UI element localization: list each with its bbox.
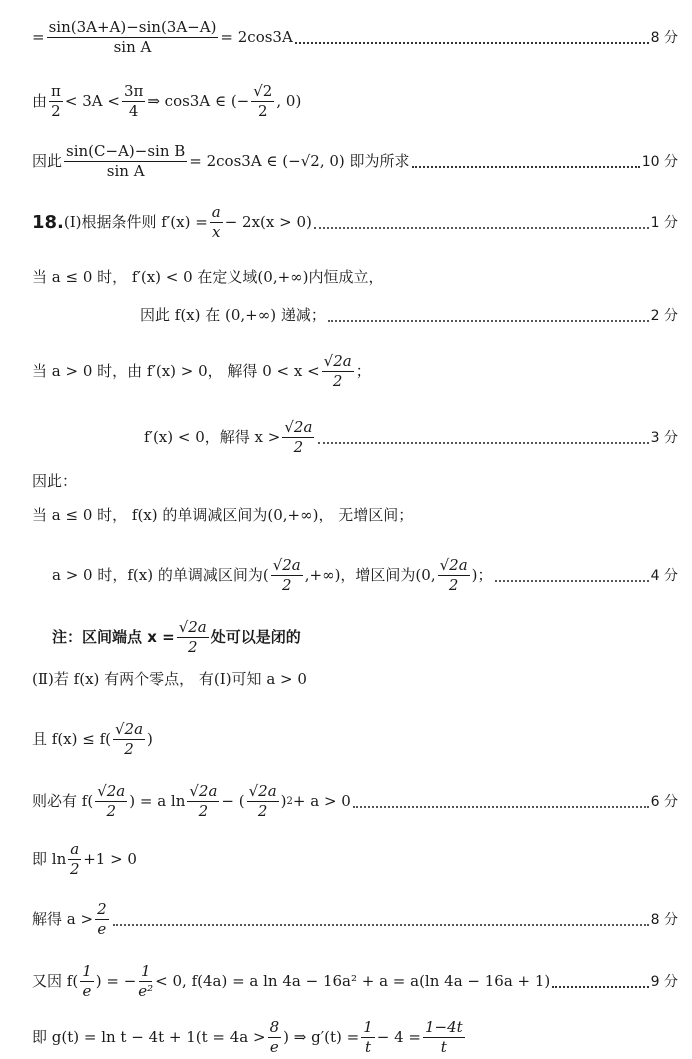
text: ) = a ln — [129, 792, 186, 810]
text: < 0, f(4a) = a ln 4a − 16a² + a = a(ln 4a − 16a + 1) — [155, 972, 551, 990]
text: )； — [471, 566, 493, 584]
solution-line-1 — [32, 20, 678, 55]
solution-line-2 — [32, 84, 678, 119]
leader-dots — [495, 580, 649, 582]
text: ) — [147, 730, 153, 748]
leader-dots — [412, 166, 640, 168]
solution-line-11 — [52, 558, 678, 593]
text: ) — [280, 792, 287, 810]
part-label: (Ⅰ) — [63, 213, 82, 231]
fraction: $\frac{\sin(3A+A)-\sin(3A-A)}{\text{sin A}}$ — [48, 18, 217, 56]
text: − ( — [221, 792, 245, 810]
solution-line-8 — [144, 420, 678, 455]
note-line — [52, 620, 678, 655]
text: 因此： — [32, 472, 78, 490]
score-label: 3 分 — [650, 429, 678, 446]
solution-line-17 — [32, 902, 678, 937]
fraction: $\frac{√2}{2}$ — [253, 82, 273, 120]
score-label: 10 分 — [641, 153, 678, 170]
text: − 4 = — [376, 1028, 421, 1046]
equals-sign: = — [32, 28, 45, 46]
fraction: $\frac{a}{2}$ — [69, 840, 80, 878]
exponent: 2 — [286, 795, 293, 807]
solution-line-13 — [32, 672, 678, 687]
fraction: $\frac{√2a}{2}$ — [284, 418, 313, 456]
fraction: $\frac{√2a}{2}$ — [178, 618, 207, 656]
note-text: 处可以是闭的 — [210, 628, 301, 646]
fraction: $\frac{8}{e}$ — [269, 1018, 280, 1056]
text: 当 a > 0 时，由 f′(x) > 0， 解得 0 < x < — [32, 362, 320, 380]
text: 当 a ≤ 0 时， f′(x) < 0 在定义域(0,+∞)内恒成立， — [32, 268, 384, 286]
score-label: 9 分 — [650, 973, 678, 990]
score-label: 6 分 — [650, 793, 678, 810]
text: 即 ln — [32, 850, 67, 868]
text: + a > 0 — [292, 792, 351, 810]
score-label: 8 分 — [650, 911, 678, 928]
score-label: 8 分 — [650, 29, 678, 46]
fraction: $\frac{√2a}{2}$ — [323, 352, 352, 390]
solution-line-5 — [32, 270, 678, 285]
fraction: $\frac{1}{t}$ — [363, 1018, 373, 1056]
text: +1 > 0 — [83, 850, 137, 868]
leader-dots — [353, 806, 649, 808]
formula-text: ⇒ cos3A ∈ (− — [147, 92, 250, 110]
fraction: $\frac{√2a}{2}$ — [189, 782, 218, 820]
formula-text: = 2cos3A ∈ (−√2, 0) 即为所求 — [189, 152, 410, 170]
text: 由 — [32, 92, 48, 110]
formula-text: − 2x(x > 0) — [224, 213, 312, 231]
question-18-header — [32, 205, 678, 240]
text: f′(x) < 0，解得 x > — [144, 428, 281, 446]
text: 因此 f(x) 在 (0,+∞) 递减； — [140, 306, 326, 324]
text: (Ⅱ)若 f(x) 有两个零点， 有(Ⅰ)可知 a > 0 — [32, 670, 307, 688]
fraction: $\frac{2}{e}$ — [97, 900, 107, 938]
text: 因此 — [32, 152, 63, 170]
leader-dots — [318, 442, 648, 444]
solution-line-16 — [32, 842, 678, 877]
text: ,+∞)，增区间为(0, — [304, 566, 436, 584]
fraction: $\frac{a}{x}$ — [211, 203, 221, 241]
text: 又因 f( — [32, 972, 79, 990]
fraction: $\frac{√2a}{2}$ — [115, 720, 144, 758]
solution-line-3 — [32, 144, 678, 179]
fraction: $\frac{3\pi}{4}$ — [123, 82, 144, 120]
leader-dots — [295, 42, 649, 44]
fraction: $\frac{√2a}{2}$ — [439, 556, 468, 594]
fraction: $\frac{√2a}{2}$ — [97, 782, 126, 820]
solution-line-10 — [32, 508, 678, 523]
text: ； — [355, 362, 371, 380]
score-label: 1 分 — [650, 214, 678, 231]
text: ) ⇒ g′(t) = — [283, 1028, 360, 1046]
solution-line-6 — [140, 308, 678, 323]
text: 解得 a > — [32, 910, 94, 928]
fraction: $\frac{\pi}{2}$ — [51, 82, 61, 120]
leader-dots — [113, 924, 649, 926]
note-text: 注：区间端点 x = — [52, 628, 175, 646]
text: 当 a ≤ 0 时， f(x) 的单调减区间为(0,+∞)， 无增区间； — [32, 506, 414, 524]
text: 则必有 f( — [32, 792, 94, 810]
leader-dots — [328, 320, 649, 322]
score-label: 2 分 — [650, 307, 678, 324]
fraction: $\frac{1-4t}{t}$ — [424, 1018, 463, 1056]
formula-text: < 3A < — [64, 92, 120, 110]
leader-dots — [314, 227, 649, 229]
fraction: $\frac{√2a}{2}$ — [248, 782, 277, 820]
text: 即 g(t) = ln t − 4t + 1(t = 4a > — [32, 1028, 266, 1046]
text: 且 f(x) ≤ f( — [32, 730, 111, 748]
question-number: 18. — [32, 211, 64, 233]
solution-line-9 — [32, 474, 678, 489]
formula-text: 根据条件则 f′(x) = — [81, 213, 208, 231]
solution-line-15 — [32, 784, 678, 819]
formula-text: , 0) — [276, 92, 302, 110]
score-label: 4 分 — [650, 567, 678, 584]
fraction: $\frac{1}{\text{e²}}$ — [138, 962, 154, 1000]
solution-line-7 — [32, 354, 678, 389]
fraction: $\frac{\text{sin(C−A)−sin B}}{\text{sin A}}$ — [66, 142, 186, 180]
leader-dots — [552, 986, 648, 988]
fraction: $\frac{√2a}{2}$ — [272, 556, 301, 594]
text: ) = − — [95, 972, 137, 990]
solution-line-18 — [32, 964, 678, 999]
solution-line-14 — [32, 722, 678, 757]
text: a > 0 时，f(x) 的单调减区间为( — [52, 566, 269, 584]
formula-text: = 2cos3A — [220, 28, 293, 46]
solution-line-19 — [32, 1020, 678, 1055]
fraction: $\frac{1}{e}$ — [82, 962, 92, 1000]
